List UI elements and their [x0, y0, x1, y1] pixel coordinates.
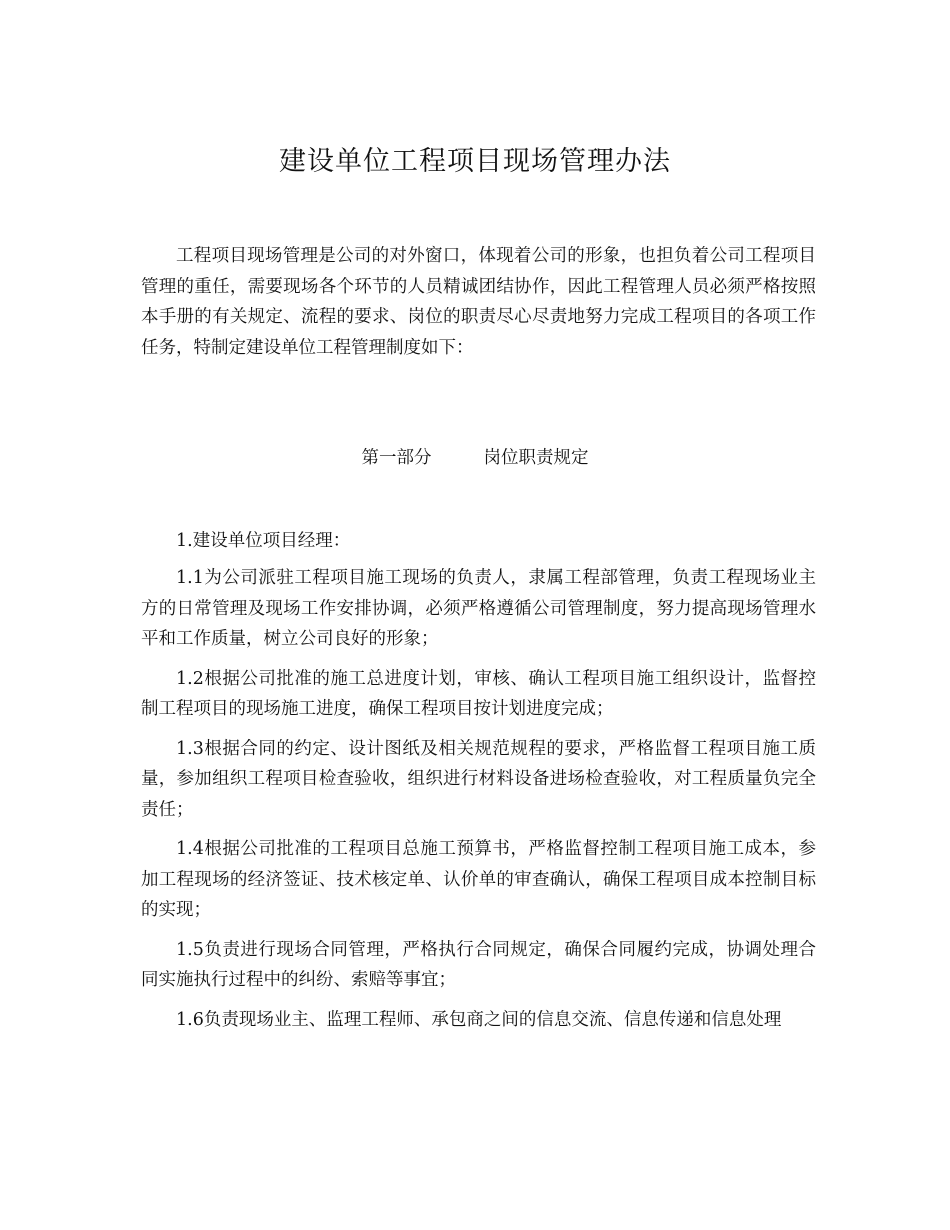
- duty-item: 1.4根据公司批准的工程项目总施工预算书，严格监督控制工程项目施工成本，参加工程现场的经济签证、技术核定单、认价单的审查确认，确保工程项目成本控制目标的实现；: [141, 839, 816, 920]
- section-name: 岗位职责规定: [483, 448, 589, 468]
- duty-item: 1.1为公司派驻工程项目施工现场的负责人，隶属工程部管理，负责工程现场业主方的日常管理及现场工作安排协调，必须严格遵循公司管理制度，努力提高现场管理水平和工作质量，树立公司良好的形象；: [141, 568, 816, 649]
- section-heading: [0, 443, 950, 473]
- duty-item: 1.5负责进行现场合同管理，严格执行合同规定，确保合同履约完成，协调处理合同实施执行过程中的纠纷、索赔等事宜；: [141, 939, 816, 990]
- duty-item: 1.6负责现场业主、监理工程师、承包商之间的信息交流、信息传递和信息处理: [176, 1009, 782, 1030]
- duty-list: [141, 563, 816, 1044]
- section-part-label: 第一部分: [361, 448, 432, 468]
- item-heading: 1.建设单位项目经理：: [176, 531, 351, 551]
- duty-item: 1.2根据公司批准的施工总进度计划，审核、确认工程项目施工组织设计，监督控制工程项目的现场施工进度，确保工程项目按计划进度完成；: [141, 668, 816, 719]
- intro-paragraph: 工程项目现场管理是公司的对外窗口，体现着公司的形象，也担负着公司工程项目管理的重任，需要现场各个环节的人员精诚团结协作，因此工程管理人员必须严格按照本手册的有关规定、流程的要求、岗位的职责尽心尽责地努力完成工程项目的各项工作任务，特制定建设单位工程管理制度如下：: [141, 246, 816, 358]
- duty-item: 1.3根据合同的约定、设计图纸及相关规范规程的要求，严格监督工程项目施工质量，参加组织工程项目检查验收，组织进行材料设备进场检查验收，对工程质量负完全责任；: [141, 738, 816, 820]
- document-title: 建设单位工程项目现场管理办法: [279, 146, 671, 177]
